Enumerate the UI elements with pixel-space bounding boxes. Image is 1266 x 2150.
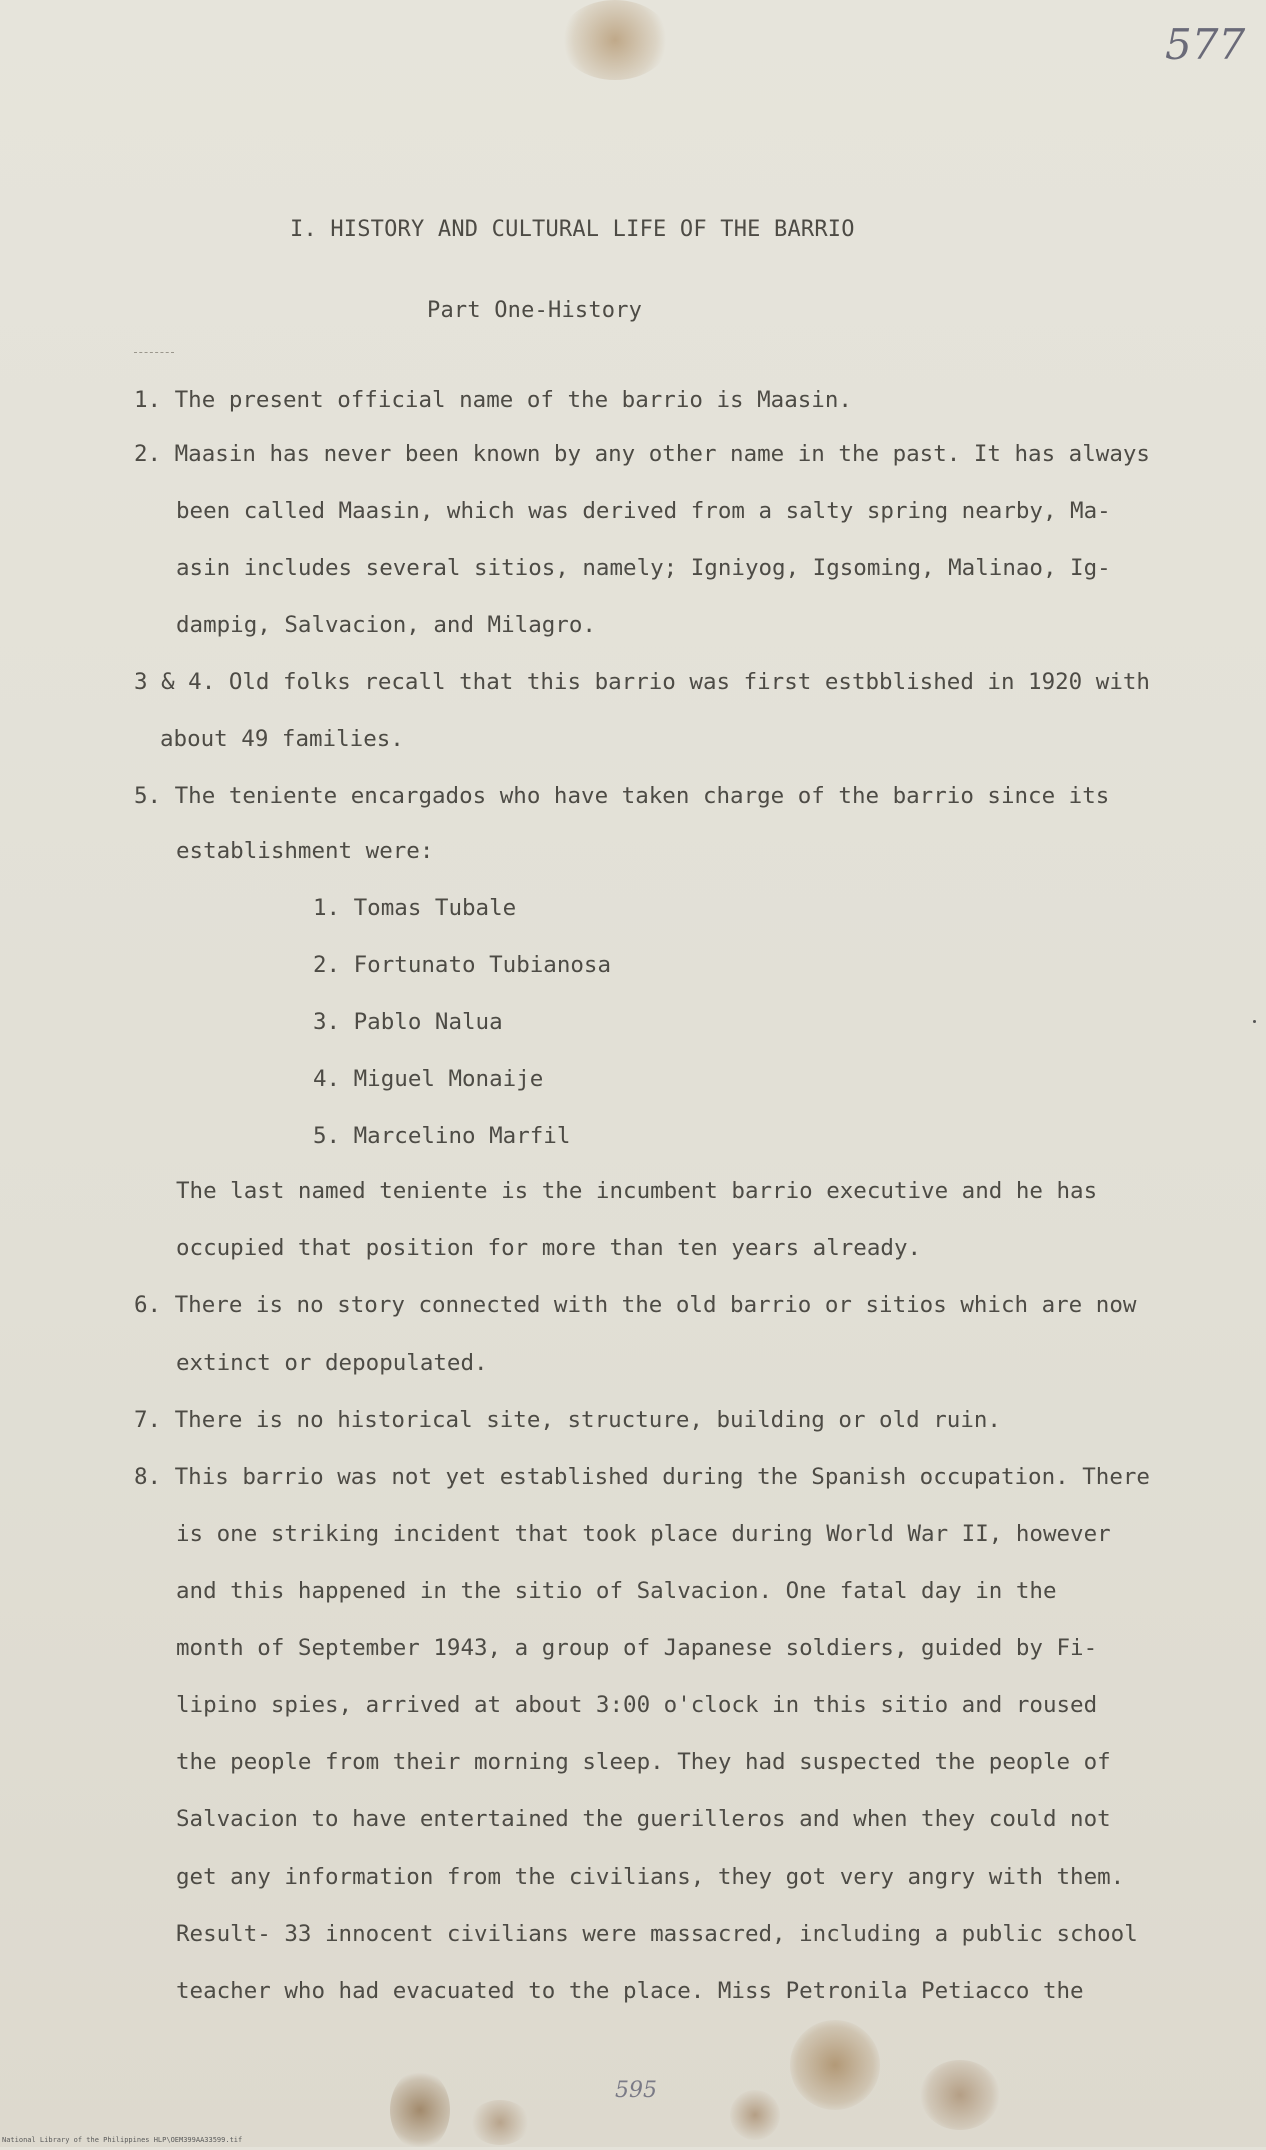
paragraph-line: get any information from the civilians, they got very angry with them. (176, 1864, 1125, 1890)
stain (390, 2070, 450, 2150)
paragraph-line: The last named teniente is the incumbent barrio executive and he has (176, 1178, 1098, 1204)
paragraph-line: Result- 33 innocent civilians were massacred, including a public school (176, 1921, 1138, 1947)
stain (730, 2090, 780, 2140)
paragraph-line: 7. There is no historical site, structure, building or old ruin. (134, 1407, 1001, 1433)
paragraph-line: the people from their morning sleep. They had suspected the people of (176, 1749, 1111, 1775)
speck (1253, 1020, 1256, 1023)
paragraph-line: 1. The present official name of the barrio is Maasin. (134, 387, 852, 413)
stamped-page-number: 595 (615, 2078, 657, 2103)
paragraph-line: establishment were: (176, 838, 434, 864)
teniente-list-item: 4. Miguel Monaije (313, 1066, 544, 1092)
stain (920, 2060, 1000, 2130)
paragraph-line: been called Maasin, which was derived from a salty spring nearby, Ma- (176, 498, 1111, 524)
teniente-list-item: 1. Tomas Tubale (313, 895, 517, 921)
scan-footer-label: National Library of the Philippines HLP\OEM399AA33599.tif (2, 2136, 243, 2144)
paragraph-line: occupied that position for more than ten years already. (176, 1235, 922, 1261)
teniente-list-item: 5. Marcelino Marfil (313, 1123, 571, 1149)
paragraph-line: 5. The teniente encargados who have taken charge of the barrio since its (134, 783, 1110, 809)
teniente-list-item: 2. Fortunato Tubianosa (313, 952, 612, 978)
paragraph-line: extinct or depopulated. (176, 1350, 488, 1376)
stain (790, 2020, 880, 2110)
paragraph-line: Salvacion to have entertained the guerilleros and when they could not (176, 1806, 1111, 1832)
divider (134, 352, 174, 353)
stain (560, 0, 670, 80)
paragraph-line: asin includes several sitios, namely; Igniyog, Igsoming, Malinao, Ig- (176, 555, 1111, 581)
paragraph-line: about 49 families. (160, 726, 404, 752)
paragraph-line: is one striking incident that took place during World War II, however (176, 1521, 1111, 1547)
paragraph-line: teacher who had evacuated to the place. Miss Petronila Petiacco the (176, 1978, 1084, 2004)
paragraph-line: month of September 1943, a group of Japanese soldiers, guided by Fi- (176, 1635, 1098, 1661)
stain (470, 2100, 530, 2145)
section-subtitle: Part One-History (427, 298, 643, 323)
paragraph-line: 8. This barrio was not yet established during the Spanish occupation. There (134, 1464, 1150, 1490)
paragraph-line: 2. Maasin has never been known by any other name in the past. It has always (134, 441, 1150, 467)
paragraph-line: 3 & 4. Old folks recall that this barrio was first estbblished in 1920 with (134, 669, 1150, 695)
paragraph-line: lipino spies, arrived at about 3:00 o'clock in this sitio and roused (176, 1692, 1098, 1718)
paragraph-line: and this happened in the sitio of Salvacion. One fatal day in the (176, 1578, 1057, 1604)
paragraph-line: dampig, Salvacion, and Milagro. (176, 612, 596, 638)
teniente-list-item: 3. Pablo Nalua (313, 1009, 503, 1035)
paragraph-line: 6. There is no story connected with the old barrio or sitios which are now (134, 1292, 1137, 1318)
handwritten-page-number: 577 (1165, 20, 1246, 69)
document-title: I. HISTORY AND CULTURAL LIFE OF THE BARRIO (290, 217, 855, 242)
